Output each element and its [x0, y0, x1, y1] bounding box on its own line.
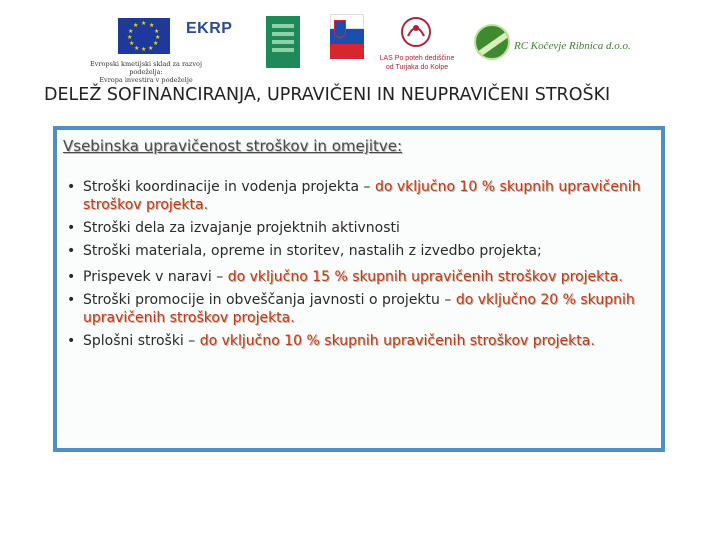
list-item: [63, 268, 659, 286]
bullet-icon: •: [67, 243, 76, 259]
item-text: Stroški koordinacije in vodenja projekta –: [83, 179, 375, 195]
bullet-icon: •: [67, 269, 76, 285]
rc-logo-circle: [474, 24, 510, 60]
cost-list: [63, 178, 659, 350]
page-title: DELEŽ SOFINANCIRANJA, UPRAVIČENI IN NEUPRAVIČENI STROŠKI: [44, 85, 611, 105]
list-item: [63, 332, 659, 350]
content-panel: [53, 126, 665, 452]
list-item: [63, 178, 659, 214]
slovenia-flag-logo: [330, 14, 364, 60]
bullet-icon: •: [67, 333, 76, 349]
las-emblem-icon: [398, 14, 434, 50]
las-line1: LAS Po poteh dediščine: [379, 55, 455, 62]
logo-strip: [0, 10, 720, 85]
item-highlight: do vključno 15 % skupnih upravičenih stroškov projekta.: [227, 269, 623, 285]
panel-heading: Vsebinska upravičenost stroškov in omejitve:: [63, 137, 403, 155]
eu-caption: [76, 60, 216, 84]
item-text: Prispevek v naravi –: [83, 269, 228, 285]
bullet-icon: •: [67, 179, 76, 195]
item-highlight: do vključno 10 % skupnih upravičenih stroškov projekta.: [83, 179, 641, 213]
list-item: [63, 242, 659, 260]
eu-caption-line2: Evropa investira v podeželje: [99, 76, 193, 84]
rc-logo-text: RC Kočevje Ribnica d.o.o.: [514, 40, 631, 52]
item-text: Splošni stroški –: [83, 333, 200, 349]
item-text: Stroški dela za izvajanje projektnih aktivnosti: [83, 220, 400, 236]
list-item: [63, 291, 659, 327]
eu-flag-logo: ★ ★ ★ ★ ★ ★ ★ ★ ★ ★ ★ ★: [118, 18, 170, 54]
item-text: Stroški promocije in obveščanja javnosti o projektu –: [83, 292, 456, 308]
item-highlight: do vključno 10 % skupnih upravičenih stroškov projekta.: [199, 333, 595, 349]
las-line2: od Turjaka do Kolpe: [385, 64, 449, 71]
las-logo-text: [372, 54, 462, 72]
bullet-icon: •: [67, 220, 76, 236]
item-highlight: do vključno 20 % skupnih upravičenih stroškov projekta.: [83, 292, 635, 326]
leader-logo: [266, 16, 300, 68]
item-text: Stroški materiala, opreme in storitev, nastalih z izvedbo projekta;: [83, 243, 542, 259]
list-item: [63, 219, 659, 237]
ekrp-logo: EKRP: [186, 20, 233, 37]
bullet-icon: •: [67, 292, 76, 308]
eu-caption-line1: Evropski kmetijski sklad za razvoj podeželja:: [90, 60, 202, 76]
